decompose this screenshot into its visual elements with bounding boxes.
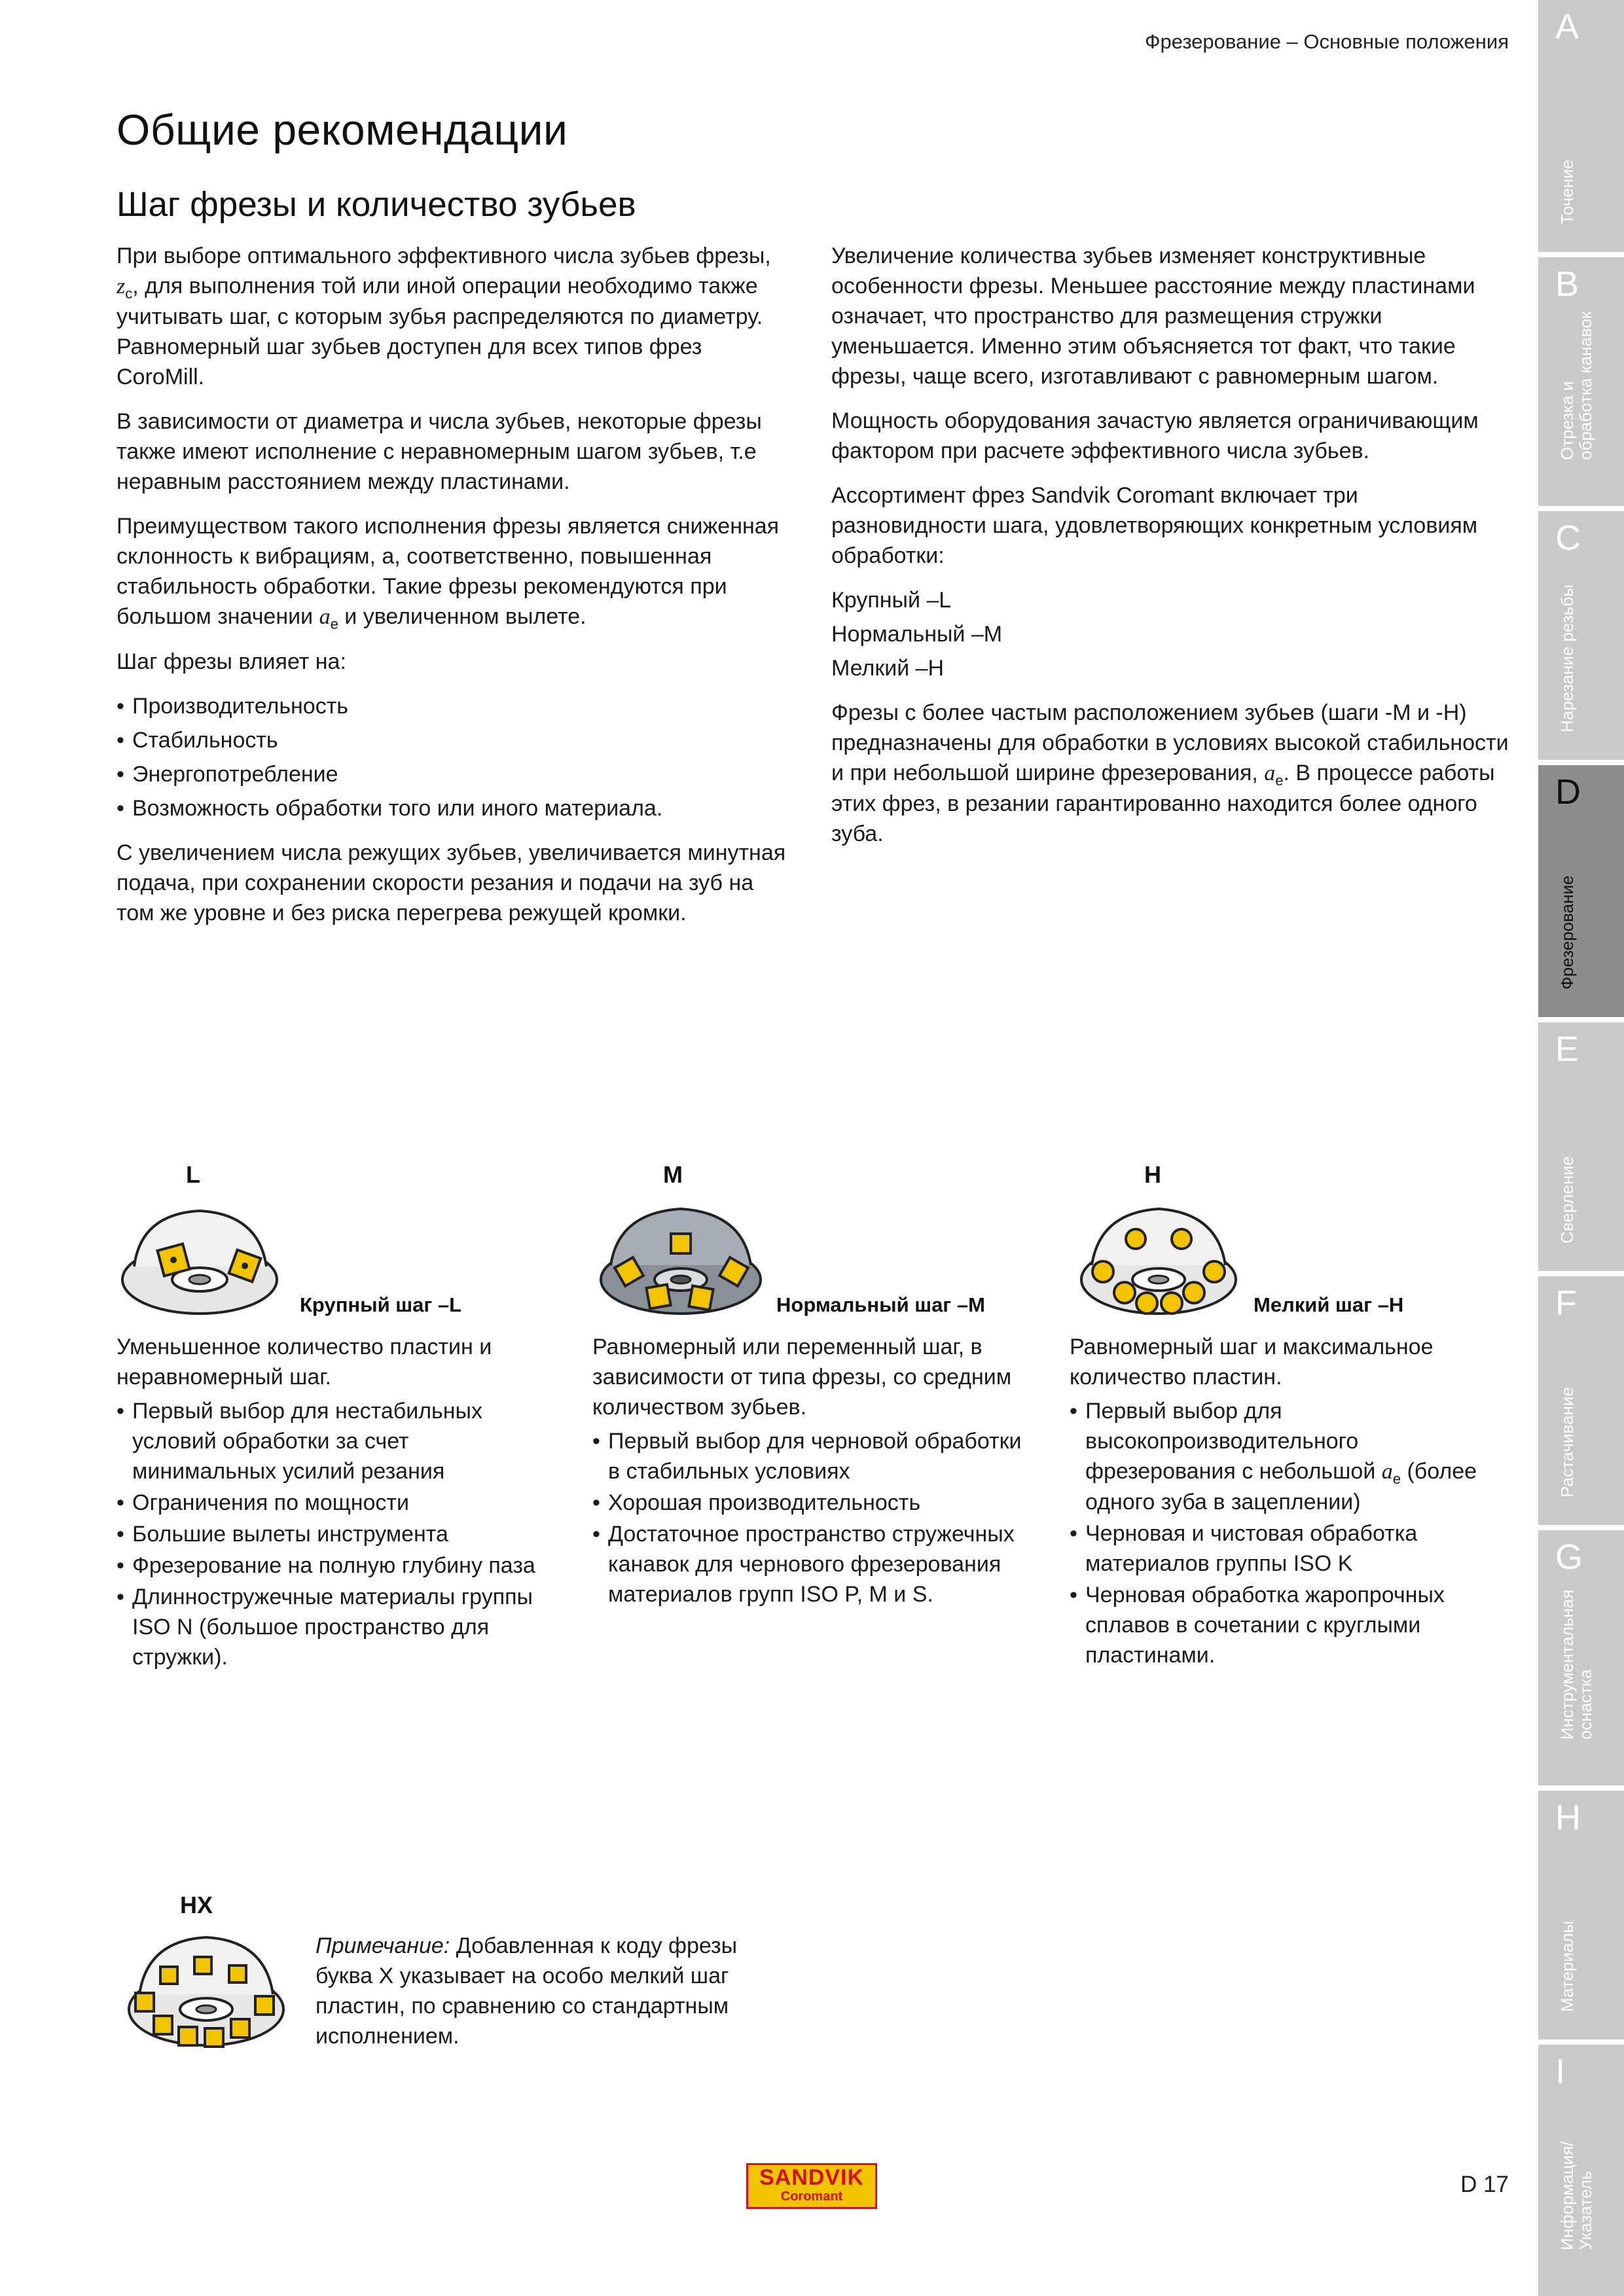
running-header: Фрезерование – Основные положения	[1144, 30, 1509, 53]
list-item: • Первый выбор для нестабильных условий обработки за счет минимальных усилий резания	[117, 1396, 549, 1486]
cutter-l-letter: L	[186, 1161, 200, 1188]
list-item: Мелкий –H	[831, 656, 945, 681]
cutter-m-caption: Нормальный шаг –M	[776, 1293, 985, 1316]
list-item: • Достаточное пространство стружечных канавок для чернового фрезерования материалов групп ISO P, M и S.	[592, 1519, 1038, 1609]
cutter-m-illustration	[592, 1188, 769, 1319]
page-title: Общие рекомендации	[117, 105, 568, 154]
list-item: Крупный –L	[831, 588, 952, 613]
right-paragraph-2: Мощность оборудования зачастую является ограничивающим фактором при расчете эффективного числа зубьев.	[831, 408, 1479, 463]
cutter-m-intro: Равномерный или переменный шаг, в зависимости от типа фрезы, со средним количеством зубьев.	[592, 1335, 1012, 1420]
cutter-hx-illustration	[121, 1921, 291, 2052]
chapter-tab-bar	[1538, 0, 1624, 2296]
cutter-hx-letter: HX	[180, 1892, 213, 1918]
cutter-h-bullets	[1070, 1396, 1515, 1670]
left-paragraph-3: Преимуществом такого исполнения фрезы является сниженная склонность к вибрациям, а, соответственно, повышенная стабильность обработки. Такие фрезы рекомендуются при большом значении $a_e$ и увеличенном вылете.	[117, 514, 780, 632]
right-paragraph-4: Фрезы с более частым расположением зубьев (шаги -M и -H) предназначены для обработки в условиях высокой стабильности и при небольшой ширине фрезерования, $a_e$. В процессе работы этих фрез, в резании гарантированно находится более одного зуба.	[831, 700, 1509, 846]
cutter-l-illustration	[115, 1188, 285, 1319]
cutter-h-description	[1070, 1332, 1515, 1685]
right-column	[831, 241, 1509, 863]
list-item: Нормальный –M	[831, 622, 1003, 647]
chapter-tab-f[interactable]: F Растачивание	[1538, 1276, 1624, 1525]
list-item: • Энергопотребление	[117, 759, 791, 789]
tab-label: Отрезка и обработка канавок	[1557, 311, 1595, 460]
cutter-h-intro: Равномерный шаг и максимальное количество пластин.	[1070, 1335, 1434, 1390]
left-column	[117, 241, 791, 942]
hx-note: Примечание: Добавленная к коду фрезы буква X указывает на особо мелкий шаг пластин, по сравнению со стандартным исполнением.	[316, 1933, 738, 2049]
chapter-tab-d[interactable]: D Фрезерование	[1538, 765, 1624, 1017]
list-item: • Стабильность	[117, 725, 791, 755]
sandvik-logo: SANDVIK Coromant	[746, 2163, 877, 2209]
chapter-tab-b[interactable]: B Отрезка и обработка канавок	[1538, 257, 1624, 506]
cutter-h-letter: H	[1144, 1161, 1161, 1188]
cutter-l-caption: Крупный шаг –L	[300, 1293, 462, 1316]
cutter-h-caption: Мелкий шаг –H	[1254, 1293, 1404, 1316]
chapter-tab-a[interactable]: A Точение	[1538, 0, 1624, 252]
list-item: • Большие вылеты инструмента	[117, 1519, 549, 1549]
tab-label: Инструментальная оснастка	[1557, 1589, 1595, 1740]
cutter-h-illustration	[1074, 1188, 1244, 1319]
section-title: Шаг фрезы и количество зубьев	[117, 185, 636, 224]
tab-label: Материалы	[1557, 1920, 1577, 2012]
cutter-m-letter: M	[663, 1161, 683, 1188]
list-item: • Возможность обработки того или иного материала.	[117, 793, 791, 823]
tab-label: Точение	[1557, 159, 1577, 224]
cutter-m-description	[592, 1332, 1038, 1624]
left-paragraph-5: С увеличением числа режущих зубьев, увеличивается минутная подача, при сохранении скорости резания и подачи на зуб на том же уровне и без риска перегрева режущей кромки.	[117, 840, 786, 925]
influence-list	[117, 691, 791, 823]
left-paragraph-2: В зависимости от диаметра и числа зубьев, некоторые фрезы также имеют исполнение с неравномерным шагом зубьев, т.е неравным расстоянием между пластинами.	[117, 409, 762, 494]
list-item: • Черновая обработка жаропрочных сплавов в сочетании с круглыми пластинами.	[1070, 1580, 1515, 1670]
chapter-tab-h[interactable]: H Материалы	[1538, 1791, 1624, 2039]
list-item: • Длинностружечные материалы группы ISO N (большое пространство для стружки).	[117, 1582, 549, 1672]
page-number: D 17	[1460, 2172, 1509, 2197]
tab-label: Информация/ Указатель	[1557, 2141, 1595, 2250]
left-paragraph-1: При выборе оптимального эффективного числа зубьев фрезы, $z_c$, для выполнения той или иной операции необходимо также учитывать шаг, с которым зубья распределяются по диаметру. Равномерный шаг зубьев доступен для всех типов фрез CoroMill.	[117, 243, 771, 389]
cutter-m-bullets	[592, 1426, 1038, 1609]
list-item: • Ограничения по мощности	[117, 1488, 549, 1518]
tab-label: Сверление	[1557, 1156, 1577, 1244]
chapter-tab-g[interactable]: G Инструментальная оснастка	[1538, 1530, 1624, 1785]
right-paragraph-3: Ассортимент фрез Sandvik Coromant включает три разновидности шага, удовлетворяющих конкретным условиям обработки:	[831, 483, 1478, 568]
cutter-l-description	[117, 1332, 549, 1687]
tab-label: Нарезание резьбы	[1557, 584, 1577, 732]
tab-label: Растачивание	[1557, 1387, 1577, 1498]
pitch-list	[831, 585, 1509, 683]
list-item: • Первый выбор для черновой обработки в стабильных условиях	[592, 1426, 1038, 1486]
list-item: • Фрезерование на полную глубину паза	[117, 1551, 549, 1581]
chapter-tab-e[interactable]: E Сверление	[1538, 1022, 1624, 1271]
tab-label: Фрезерование	[1557, 875, 1577, 990]
cutter-l-bullets	[117, 1396, 549, 1672]
chapter-tab-c[interactable]: C Нарезание резьбы	[1538, 511, 1624, 760]
right-paragraph-1: Увеличение количества зубьев изменяет конструктивные особенности фрезы. Меньшее расстояние между пластинами означает, что пространство для размещения стружки уменьшается. Именно этим объясняется тот факт, что такие фрезы, чаще всего, изготавливают с равномерным шагом.	[831, 243, 1475, 389]
list-item: • Первый выбор для высокопроизводительного фрезерования с небольшой $a_e$ (более одного зуба в зацеплении)	[1070, 1396, 1515, 1517]
cutter-l-intro: Уменьшенное количество пластин и неравномерный шаг.	[117, 1335, 492, 1390]
list-item: • Хорошая производительность	[592, 1488, 1038, 1518]
list-item: • Производительность	[117, 691, 791, 721]
list-item: • Черновая и чистовая обработка материалов группы ISO K	[1070, 1518, 1515, 1579]
chapter-tab-i[interactable]: I Информация/ Указатель	[1538, 2045, 1624, 2296]
left-paragraph-4: Шаг фрезы влияет на:	[117, 649, 346, 674]
